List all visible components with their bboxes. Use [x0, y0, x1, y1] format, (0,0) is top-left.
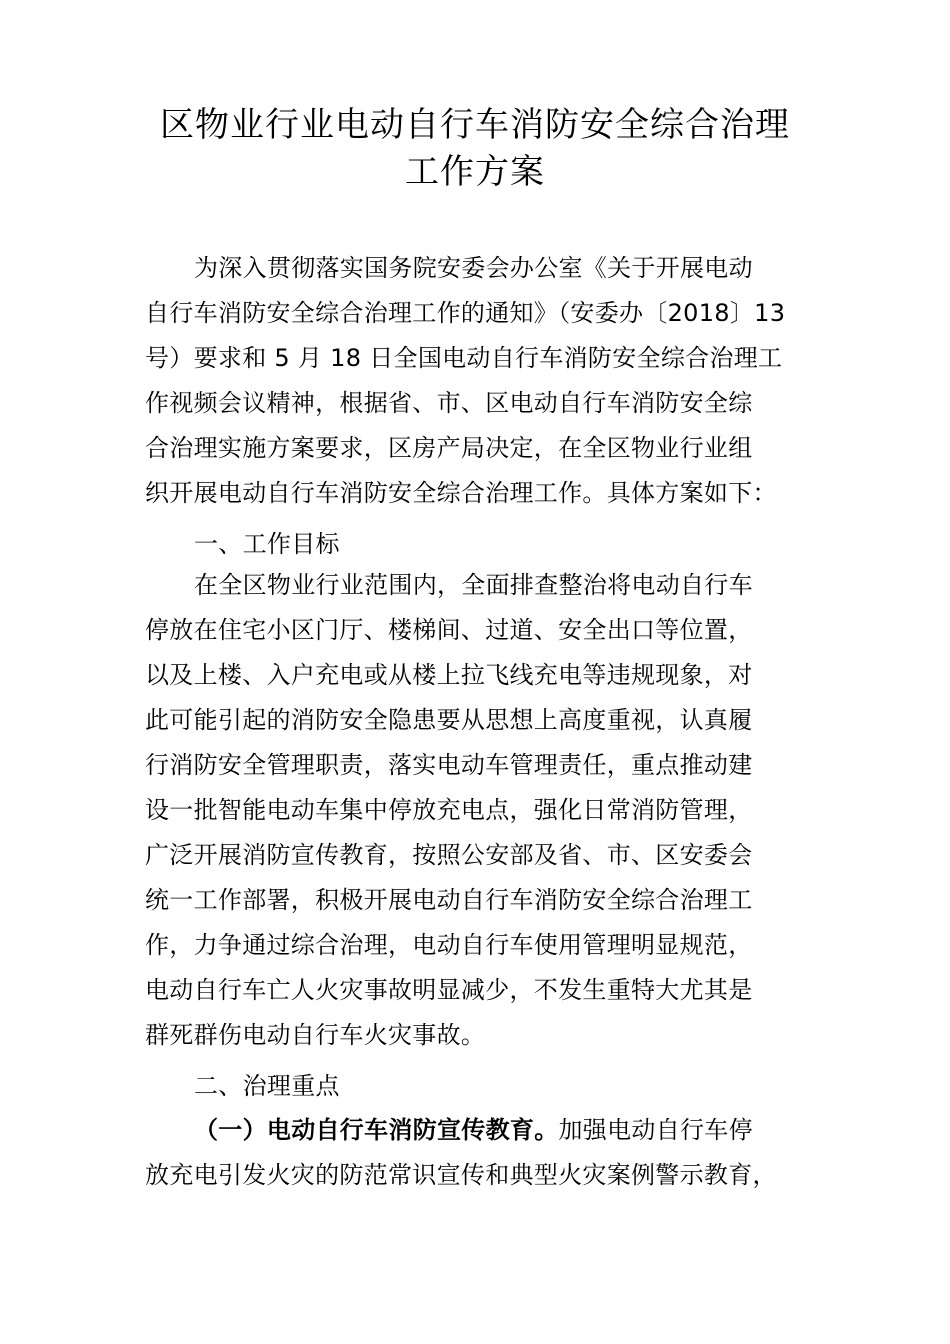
paragraph-line: 广泛开展消防宣传教育，按照公安部及省、市、区安委会 [145, 841, 753, 869]
paragraph-line: 行消防安全管理职责，落实电动车管理责任，重点推动建 [145, 751, 753, 779]
paragraph-line: 统一工作部署，积极开展电动自行车消防安全综合治理工 [145, 886, 753, 914]
paragraph-line: 电动自行车亡人火灾事故明显减少，不发生重特大尤其是 [145, 976, 753, 1004]
paragraph-line: 作，力争通过综合治理，电动自行车使用管理明显规范， [145, 931, 753, 959]
paragraph-line: 自行车消防安全综合治理工作的通知》（安委办〔2018〕13 [145, 299, 786, 327]
paragraph-line: 号）要求和 5 月 18 日全国电动自行车消防安全综合治理工 [145, 344, 783, 372]
section-heading-goals: 一、工作目标 [194, 530, 340, 558]
paragraph-line: 此可能引起的消防安全隐患要从思想上高度重视，认真履 [145, 706, 753, 734]
section-heading-focus: 二、治理重点 [194, 1072, 340, 1100]
paragraph-line: 放充电引发火灾的防范常识宣传和典型火灾案例警示教育， [145, 1161, 777, 1189]
paragraph-line: 停放在住宅小区门厅、楼梯间、过道、安全出口等位置， [145, 616, 753, 644]
paragraph-line: 织开展电动自行车消防安全综合治理工作。具体方案如下： [145, 479, 777, 507]
point-1-heading: （一）电动自行车消防宣传教育。 [194, 1116, 559, 1144]
paragraph-line: 群死群伤电动自行车火灾事故。 [145, 1021, 486, 1049]
point-1-line [194, 1112, 753, 1148]
paragraph-line: 设一批智能电动车集中停放充电点，强化日常消防管理， [145, 796, 753, 824]
paragraph-line: 为深入贯彻落实国务院安委会办公室《关于开展电动 [194, 254, 753, 282]
document-title-line-2: 工作方案 [405, 152, 545, 192]
paragraph-line: 在全区物业行业范围内，全面排查整治将电动自行车 [194, 571, 753, 599]
document-title-line-1: 区物业行业电动自行车消防安全综合治理 [160, 105, 790, 145]
paragraph-line: 作视频会议精神，根据省、市、区电动自行车消防安全综 [145, 389, 753, 417]
point-1-text: 加强电动自行车停 [558, 1116, 753, 1144]
paragraph-line: 合治理实施方案要求，区房产局决定，在全区物业行业组 [145, 434, 753, 462]
paragraph-line: 以及上楼、入户充电或从楼上拉飞线充电等违规现象，对 [145, 661, 753, 689]
